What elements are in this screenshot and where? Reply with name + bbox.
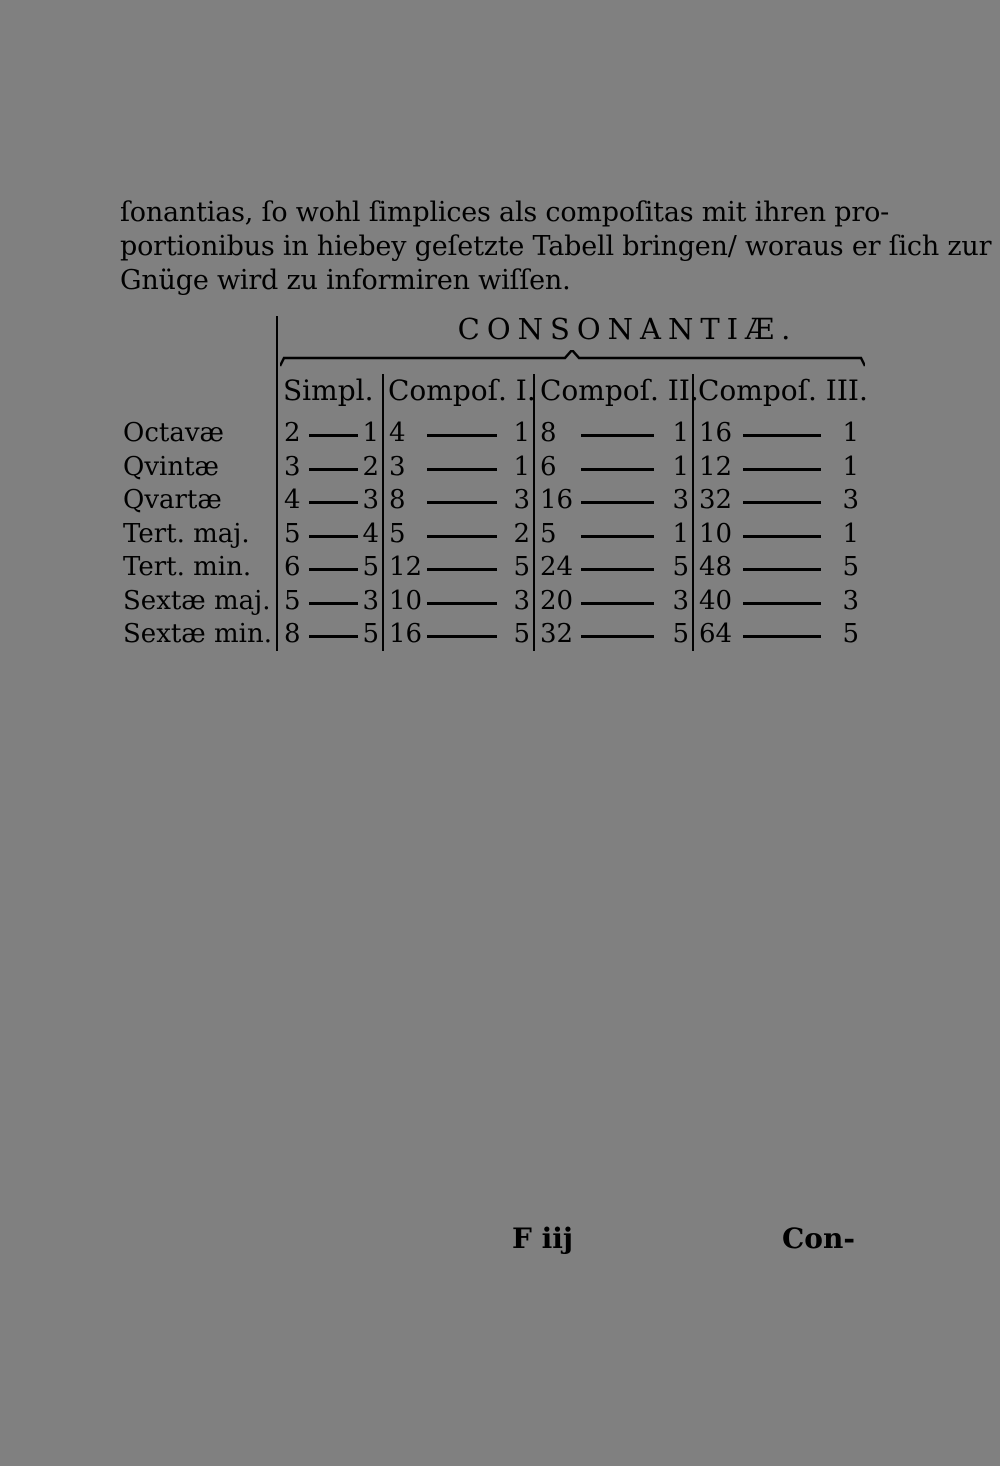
column-header: Compoſ. II. xyxy=(540,374,699,407)
ratio-numerator: 8 xyxy=(284,619,301,649)
consonantiae-table xyxy=(120,312,868,652)
ratio-dash xyxy=(309,434,357,437)
ratio-denominator: 5 xyxy=(672,619,689,649)
header-brace xyxy=(280,350,865,368)
ratio-dash xyxy=(427,501,496,504)
ratio-dash xyxy=(743,602,821,605)
ratio-numerator: 5 xyxy=(540,518,557,549)
ratio-dash xyxy=(309,535,357,538)
ratio-dash xyxy=(581,602,654,605)
row-label: Tert. min. xyxy=(123,552,252,582)
ratio-denominator: 1 xyxy=(513,418,530,448)
ratio-denominator: 3 xyxy=(672,485,689,515)
ratio-denominator: 3 xyxy=(513,485,530,515)
body-paragraph xyxy=(120,196,992,298)
row-label: Qvartæ xyxy=(123,485,222,515)
ratio-dash xyxy=(581,434,654,437)
ratio-numerator: 8 xyxy=(389,485,406,515)
ratio-dash xyxy=(743,568,821,571)
ratio-dash xyxy=(309,468,357,471)
ratio-dash xyxy=(309,635,357,638)
ratio-numerator: 16 xyxy=(540,485,574,515)
ratio-numerator: 5 xyxy=(389,518,406,549)
ratio-denominator: 2 xyxy=(362,451,379,482)
row-label: Octavæ xyxy=(123,418,224,448)
ratio-denominator: 5 xyxy=(842,552,859,582)
ratio-dash xyxy=(743,635,821,638)
ratio-numerator: 40 xyxy=(699,585,733,616)
ratio-dash xyxy=(581,635,654,638)
column-rule xyxy=(533,374,535,651)
ratio-denominator: 5 xyxy=(513,619,530,649)
ratio-denominator: 5 xyxy=(513,552,530,582)
ratio-numerator: 20 xyxy=(540,585,574,616)
signature-mark: F iij xyxy=(512,1222,574,1255)
ratio-dash xyxy=(581,468,654,471)
column-header: Compoſ. III. xyxy=(698,374,868,407)
ratio-dash xyxy=(427,434,496,437)
ratio-numerator: 32 xyxy=(699,485,733,515)
row-label: Sextæ maj. xyxy=(123,585,271,616)
row-label: Sextæ min. xyxy=(123,619,272,649)
ratio-denominator: 1 xyxy=(842,451,859,482)
ratio-dash xyxy=(743,434,821,437)
ratio-denominator: 2 xyxy=(513,518,530,549)
ratio-numerator: 16 xyxy=(699,418,733,448)
ratio-dash xyxy=(427,602,496,605)
ratio-numerator: 24 xyxy=(540,552,574,582)
ratio-numerator: 12 xyxy=(389,552,423,582)
ratio-denominator: 1 xyxy=(672,418,689,448)
ratio-numerator: 64 xyxy=(699,619,733,649)
ratio-numerator: 48 xyxy=(699,552,733,582)
ratio-denominator: 3 xyxy=(362,585,379,616)
ratio-numerator: 4 xyxy=(284,485,301,515)
ratio-denominator: 4 xyxy=(362,518,379,549)
ratio-denominator: 3 xyxy=(513,585,530,616)
ratio-denominator: 3 xyxy=(672,585,689,616)
ratio-dash xyxy=(427,468,496,471)
ratio-dash xyxy=(309,568,357,571)
ratio-numerator: 6 xyxy=(540,451,557,482)
ratio-dash xyxy=(581,501,654,504)
ratio-denominator: 1 xyxy=(672,451,689,482)
row-label: Tert. maj. xyxy=(123,518,250,549)
ratio-numerator: 6 xyxy=(284,552,301,582)
ratio-denominator: 5 xyxy=(672,552,689,582)
column-rule xyxy=(276,316,278,651)
ratio-denominator: 5 xyxy=(362,619,379,649)
ratio-numerator: 10 xyxy=(389,585,423,616)
ratio-denominator: 1 xyxy=(842,418,859,448)
ratio-denominator: 1 xyxy=(513,451,530,482)
column-rule xyxy=(382,374,384,651)
ratio-numerator: 8 xyxy=(540,418,557,448)
catchword: Con- xyxy=(782,1222,855,1255)
ratio-dash xyxy=(427,535,496,538)
ratio-denominator: 3 xyxy=(842,585,859,616)
ratio-numerator: 5 xyxy=(284,585,301,616)
ratio-dash xyxy=(743,468,821,471)
ratio-dash xyxy=(427,568,496,571)
ratio-denominator: 1 xyxy=(842,518,859,549)
ratio-numerator: 4 xyxy=(389,418,406,448)
row-label: Qvintæ xyxy=(123,451,219,482)
ratio-denominator: 1 xyxy=(672,518,689,549)
ratio-numerator: 2 xyxy=(284,418,301,448)
ratio-dash xyxy=(581,535,654,538)
paragraph-line-2: portionibus in hiebey geſetzte Tabell bringen/ woraus er ſich zur xyxy=(120,231,992,262)
table-title: CONSONANTIÆ. xyxy=(457,312,798,346)
ratio-numerator: 16 xyxy=(389,619,423,649)
ratio-dash xyxy=(309,501,357,504)
ratio-denominator: 3 xyxy=(362,485,379,515)
column-header: Simpl. xyxy=(283,374,374,407)
column-rule xyxy=(692,374,694,651)
ratio-numerator: 32 xyxy=(540,619,574,649)
ratio-numerator: 5 xyxy=(284,518,301,549)
ratio-dash xyxy=(427,635,496,638)
paragraph-line-1: ſonantias, ſo wohl ſimplices als compoſitas mit ihren pro- xyxy=(120,197,890,228)
ratio-numerator: 10 xyxy=(699,518,733,549)
ratio-dash xyxy=(743,501,821,504)
ratio-denominator: 3 xyxy=(842,485,859,515)
ratio-dash xyxy=(309,602,357,605)
ratio-dash xyxy=(743,535,821,538)
ratio-denominator: 5 xyxy=(362,552,379,582)
ratio-denominator: 1 xyxy=(362,418,379,448)
ratio-numerator: 3 xyxy=(389,451,406,482)
ratio-dash xyxy=(581,568,654,571)
column-header: Compoſ. I. xyxy=(388,374,536,407)
ratio-denominator: 5 xyxy=(842,619,859,649)
ratio-numerator: 3 xyxy=(284,451,301,482)
paragraph-line-3: Gnüge wird zu informiren wiſſen. xyxy=(120,265,571,296)
ratio-numerator: 12 xyxy=(699,451,733,482)
